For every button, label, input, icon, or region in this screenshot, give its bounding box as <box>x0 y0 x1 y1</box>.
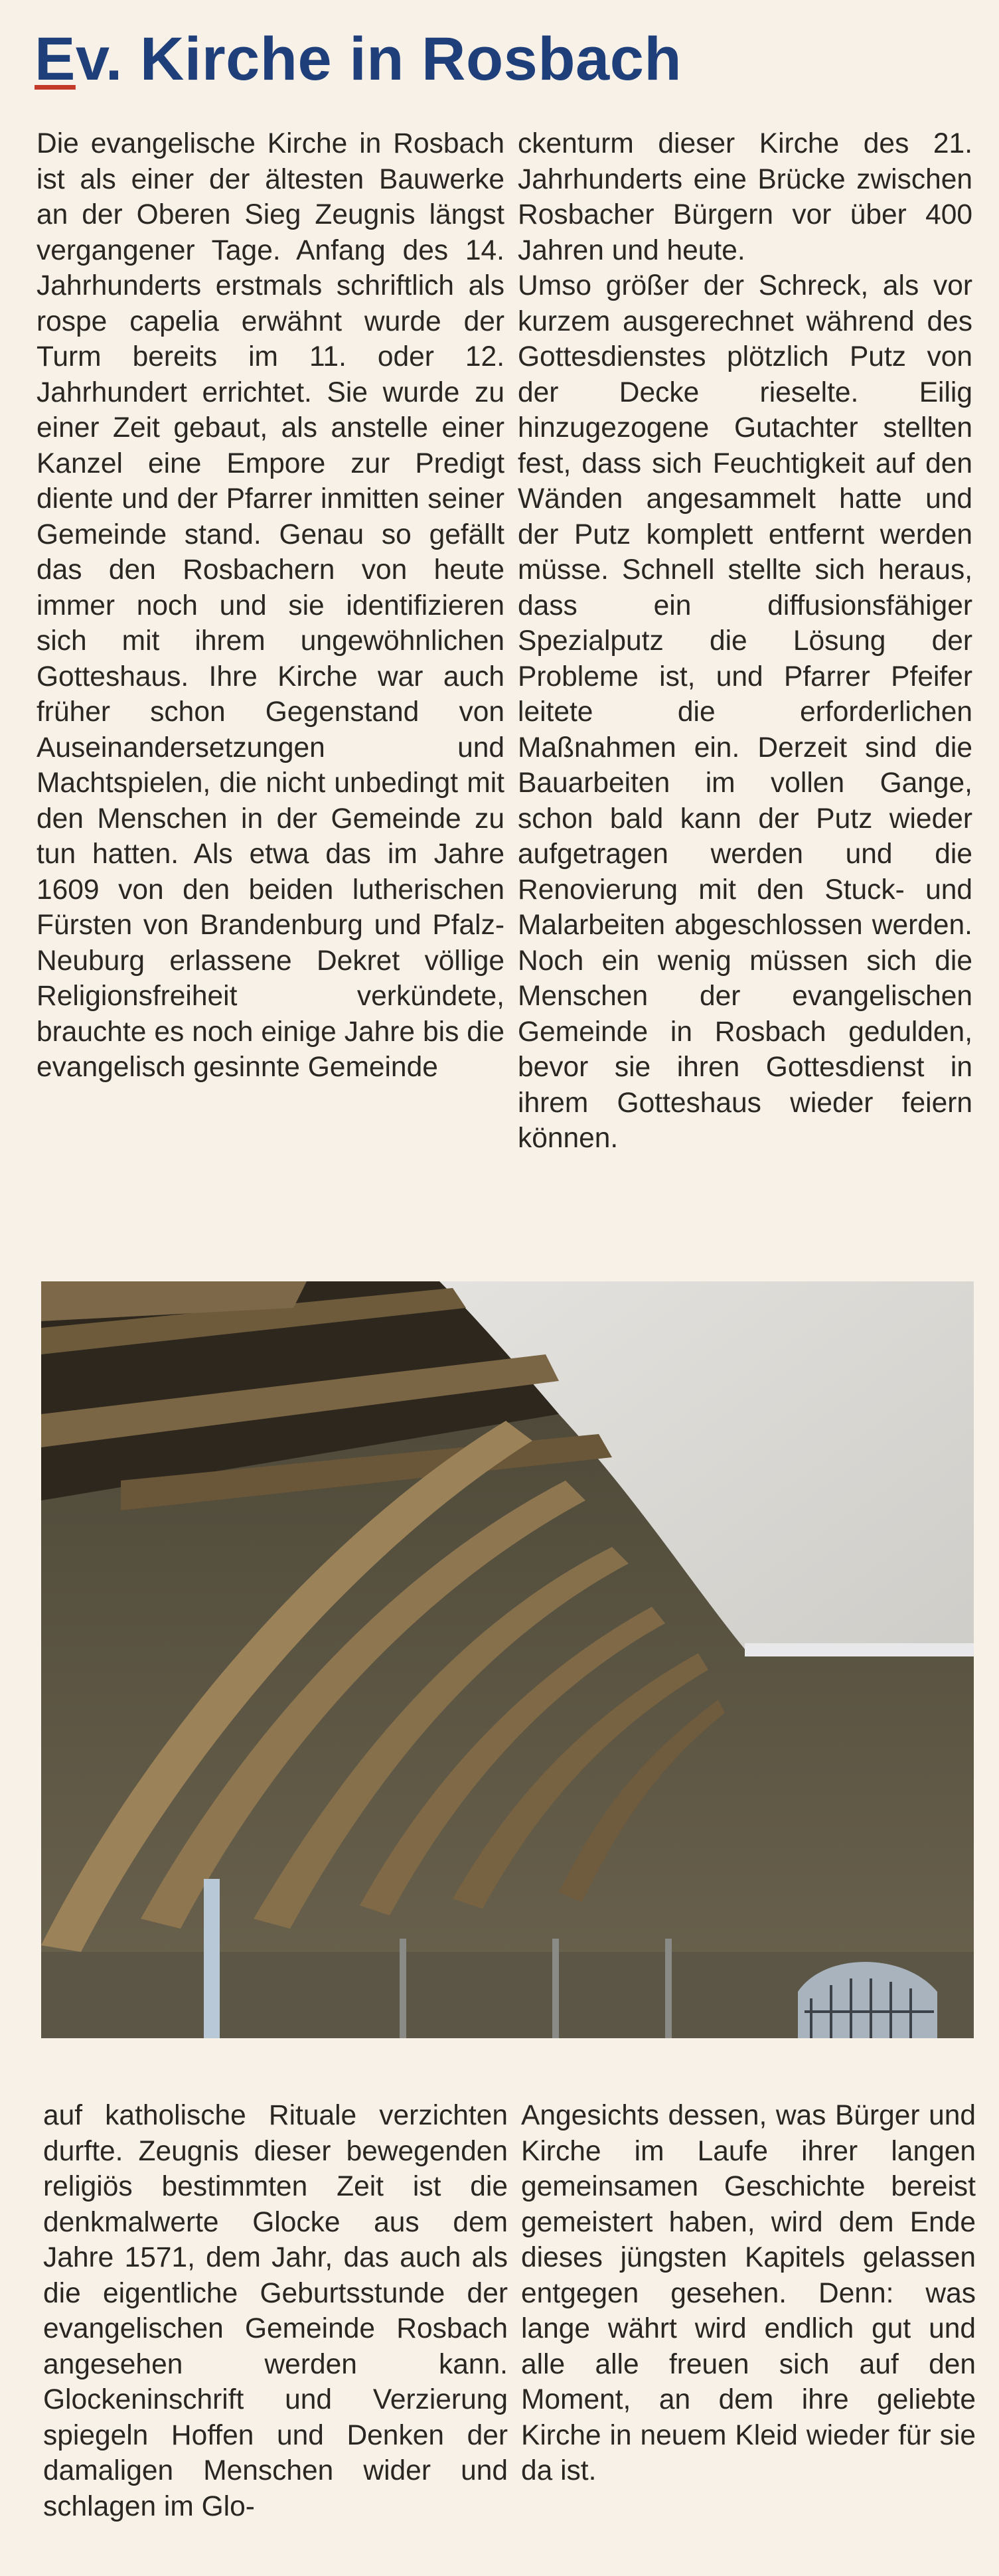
text-column-1 <box>37 126 504 1248</box>
text-column-2 <box>518 126 972 1248</box>
paragraph-history: Die evangelische Kirche in Rosbach ist als einer der ältesten Bauwerke an der Oberen Sieg Zeugnis längst vergangener Tage. Anfang des 14. Jahrhunderts erstmals schriftlich als rospe capelia erwähnt wurde der Turm bereits im 11. oder 12. Jahrhundert errichtet. Sie wurde zu einer Zeit gebaut, als anstelle einer Kanzel eine Empore zur Predigt diente und der Pfarrer inmitten seiner Gemeinde stand. Genau so gefällt das den Rosbachern von heute immer noch und sie identifizieren sich mit ihrem ungewöhnlichen Gotteshaus. Ihre Kirche war auch früher schon Gegenstand von Auseinandersetzungen und Machtspielen, die nicht unbedingt mit den Menschen in der Gemeinde zu tun hatten. Als etwa das im Jahre 1609 von den beiden lutherischen Fürsten von Brandenburg und Pfalz-Neuburg erlassene Dekret völlige Religionsfreiheit verkündete, brauchte es noch einige Jahre bis die evangelisch gesinnte Gemeinde <box>37 128 504 1083</box>
roof-truss-illustration <box>41 1281 974 2038</box>
title-initial: E <box>35 25 76 93</box>
paragraph-outlook: Angesichts dessen, was Bürger und Kirche im Laufe ihrer langen gemeinsamen Geschichte bereist gemeistert haben, wird dem Ende dieses jüngsten Kapitels gelassen entgegen gesehen. Denn: was lange währt wird endlich gut und alle alle freuen sich auf den Moment, an dem ihre geliebte Kirche in neuem Kleid wieder für sie da ist. <box>521 2100 976 2486</box>
roof-truss-photo <box>41 1281 974 2038</box>
text-column-3 <box>43 2098 508 2563</box>
article-title <box>35 20 964 98</box>
paragraph-renovation: Umso größer der Schreck, als vor kurzem ausgerechnet während des Gottesdienstes plötzlich Putz von der Decke rieselte. Eilig hinzugezogene Gutachter stellten fest, dass sich Feuchtigkeit auf den Wänden angesammelt hatte und der Putz komplett entfernt werden müsse. Schnell stellte sich heraus, dass ein diffusionsfähiger Spezialputz die Lösung der Probleme ist, und Pfarrer Pfeifer leitete die erforderlichen Maßnahmen ein. Derzeit sind die Bauarbeiten im vollen Gange, schon bald kann der Putz wieder aufgetragen werden und die Renovierung mit den Stuck- und Malarbeiten abgeschlossen werden. Noch ein wenig müssen sich die Menschen der evangelischen Gemeinde in Rosbach gedulden, bevor sie ihren Gottesdienst in ihrem Gotteshaus wieder feiern können. <box>518 270 972 1154</box>
text-column-4 <box>521 2098 976 2563</box>
title-rest: v. Kirche in Rosbach <box>75 25 682 93</box>
paragraph-bell: auf katholische Rituale verzichten durfte. Zeugnis dieser bewegenden religiös bestimmten Zeit ist die denkmalwerte Glocke aus dem Jahre 1571, dem Jahr, das auch als die eigentliche Geburtsstunde der evangelischen Gemeinde Rosbach angesehen werden kann. Glockeninschrift und Verzierung spiegeln Hoffen und Denken der damaligen Menschen wider und schlagen im Glo- <box>43 2100 508 2522</box>
paragraph-bell-continued: ckenturm dieser Kirche des 21. Jahrhunderts eine Brücke zwischen Rosbacher Bürgern vor über 400 Jahren und heute. <box>518 128 972 266</box>
